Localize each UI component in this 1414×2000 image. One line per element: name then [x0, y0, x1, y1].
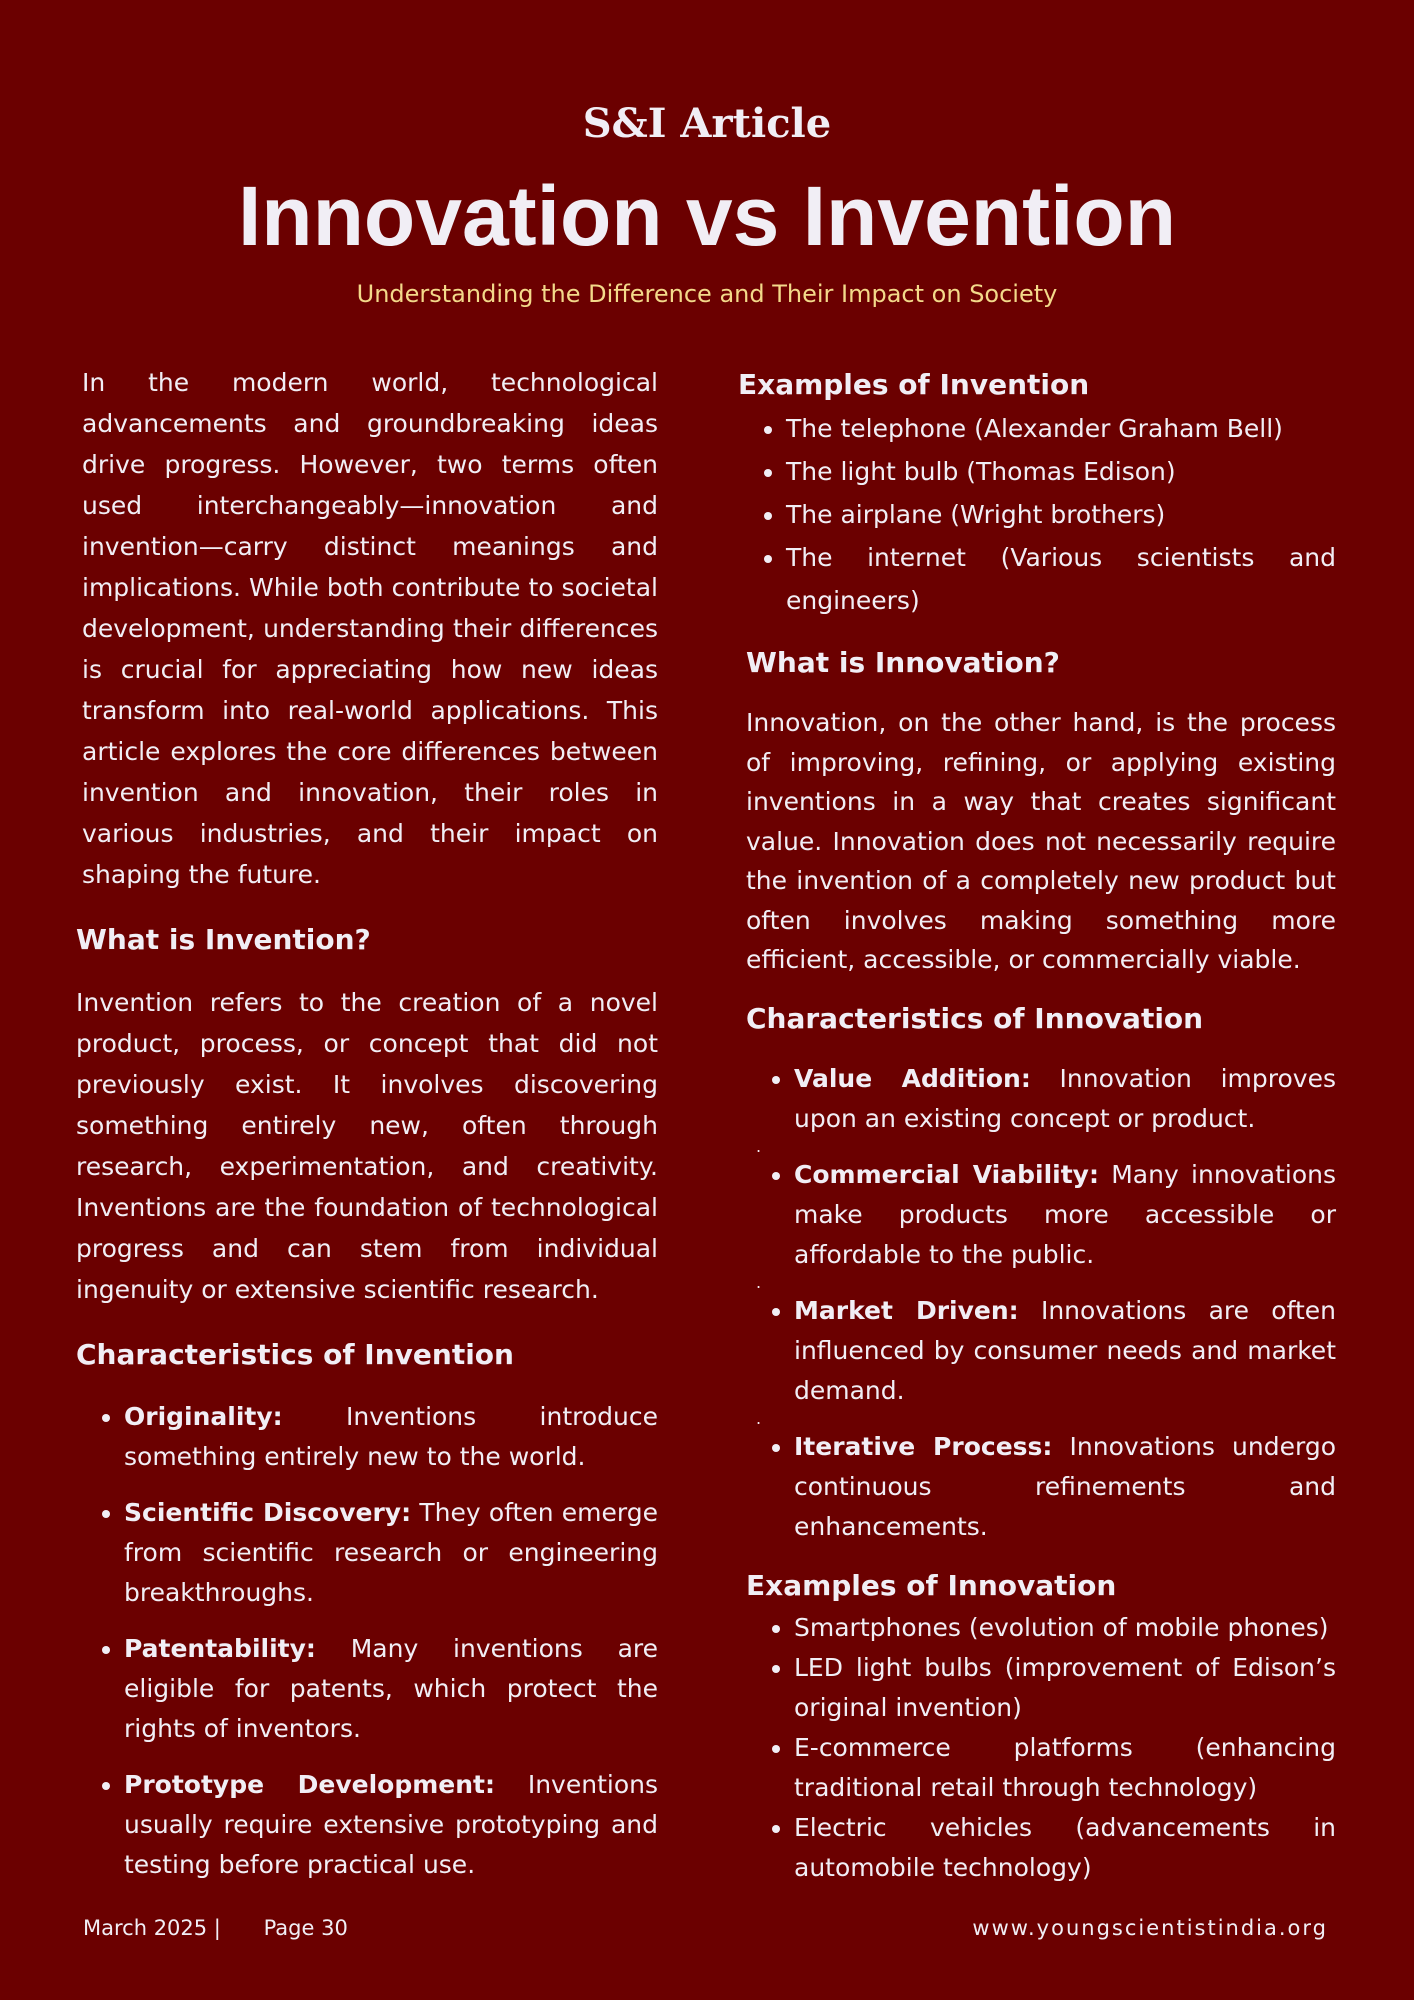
- list-item: • The telephone (Alexander Graham Bell): [786, 407, 1336, 450]
- list-item: • Electric vehicles (advancements in automobile technology): [794, 1808, 1336, 1888]
- right-column: [738, 368, 1337, 1888]
- list-item: • The light bulb (Thomas Edison): [786, 450, 1336, 493]
- list-item-term: Iterative Process:: [794, 1431, 1053, 1461]
- list-item-term: Commercial Viability:: [794, 1159, 1099, 1189]
- innovation-characteristics-list: [746, 1291, 1336, 1411]
- list-item-term: Patentability:: [124, 1634, 316, 1663]
- innovation-paragraph: Innovation, on the other hand, is the process of improving, refining, or applying existing inventions in a way that creates significant value. Innovation does not necessarily require the invention of a completely new product but often involves making something more efficient, accessible, or commercially viable.: [746, 708, 1336, 974]
- innovation-examples-heading: Examples of Innovation: [746, 1568, 1117, 1602]
- list-item-text: Innovations undergo continuous refinements and enhancements.: [794, 1431, 1336, 1541]
- innovation-characteristics-list: [746, 1427, 1336, 1547]
- invention-characteristics-list: [76, 1397, 658, 1885]
- list-item-text: Inventions usually require extensive prototyping and testing before practical use.: [124, 1770, 658, 1879]
- list-item: • The internet (Various scientists and engineers): [786, 536, 1336, 622]
- list-item: [794, 1291, 1336, 1411]
- separator-dot: .: [756, 1408, 762, 1428]
- list-item-text: They often emerge from scientific research or engineering breakthroughs.: [124, 1498, 658, 1607]
- innovation-characteristics-list: [746, 1059, 1336, 1139]
- list-item: [124, 1493, 658, 1613]
- footer-page: Page 30: [263, 1916, 348, 1940]
- list-item: • LED light bulbs (improvement of Edison’s original invention): [794, 1648, 1336, 1728]
- list-item: [794, 1155, 1336, 1275]
- separator-dot: .: [756, 1272, 762, 1292]
- list-item-text: Innovation improves upon an existing concept or product.: [794, 1063, 1337, 1133]
- list-item-term: Prototype Development:: [124, 1770, 495, 1799]
- intro-paragraph: In the modern world, technological advancements and groundbreaking ideas drive progress. However, two terms often used interchangeably—innovation and invention—carry distinct meanings and implications. While both contribute to societal development, understanding their differences is crucial for appreciating how new ideas transform into real-world applications. This article explores the core differences between invention and innovation, their roles in various industries, and their impact on shaping the future.: [82, 368, 658, 889]
- page-title: Innovation vs Invention: [237, 169, 1177, 263]
- invention-heading: What is Invention?: [76, 923, 371, 956]
- page-subtitle: Understanding the Difference and Their Impact on Society: [356, 280, 1058, 308]
- invention-paragraph: Invention refers to the creation of a novel product, process, or concept that did not previously exist. It involves discovering something entirely new, often through research, experimentation, and creativity. Inventions are the foundation of technological progress and can stem from individual ingenuity or extensive scientific research.: [76, 988, 658, 1304]
- list-item: [124, 1629, 658, 1749]
- list-item: • E-commerce platforms (enhancing traditional retail through technology): [794, 1728, 1336, 1808]
- innovation-characteristics-list: [746, 1155, 1336, 1275]
- innovation-examples-list: [746, 1608, 1336, 1888]
- list-item-term: Originality:: [124, 1402, 283, 1431]
- list-item: [124, 1397, 658, 1477]
- list-item-text: Inventions introduce something entirely new to the world.: [124, 1402, 658, 1471]
- list-item: [794, 1059, 1336, 1139]
- list-item: • Smartphones (evolution of mobile phones): [794, 1608, 1336, 1648]
- article-kicker: S&I Article: [582, 100, 832, 147]
- invention-examples-list: [746, 407, 1336, 622]
- invention-examples-heading: Examples of Invention: [738, 368, 1090, 401]
- innovation-characteristics-heading: Characteristics of Innovation: [746, 1001, 1204, 1035]
- list-item-text: Innovations are often influenced by consumer needs and market demand.: [794, 1295, 1336, 1405]
- footer-left: [83, 1916, 348, 1940]
- list-item: • The airplane (Wright brothers): [786, 493, 1336, 536]
- innovation-heading: What is Innovation?: [746, 646, 1060, 679]
- list-item-text: Many innovations make products more accessible or affordable to the public.: [794, 1159, 1336, 1269]
- list-item-text: Many inventions are eligible for patents, which protect the rights of inventors.: [124, 1634, 658, 1743]
- list-item-term: Scientific Discovery:: [124, 1498, 412, 1527]
- list-item-term: Market Driven:: [794, 1295, 1019, 1325]
- list-item: [124, 1765, 658, 1885]
- footer-date: March 2025 |: [83, 1916, 221, 1940]
- separator-dot: .: [756, 1136, 762, 1156]
- invention-characteristics-heading: Characteristics of Invention: [76, 1338, 514, 1371]
- left-column: [76, 362, 658, 1885]
- list-item-term: Value Addition:: [794, 1063, 1031, 1093]
- list-item: [794, 1427, 1336, 1547]
- footer-url[interactable]: www.youngscientistindia.org: [972, 1916, 1328, 1940]
